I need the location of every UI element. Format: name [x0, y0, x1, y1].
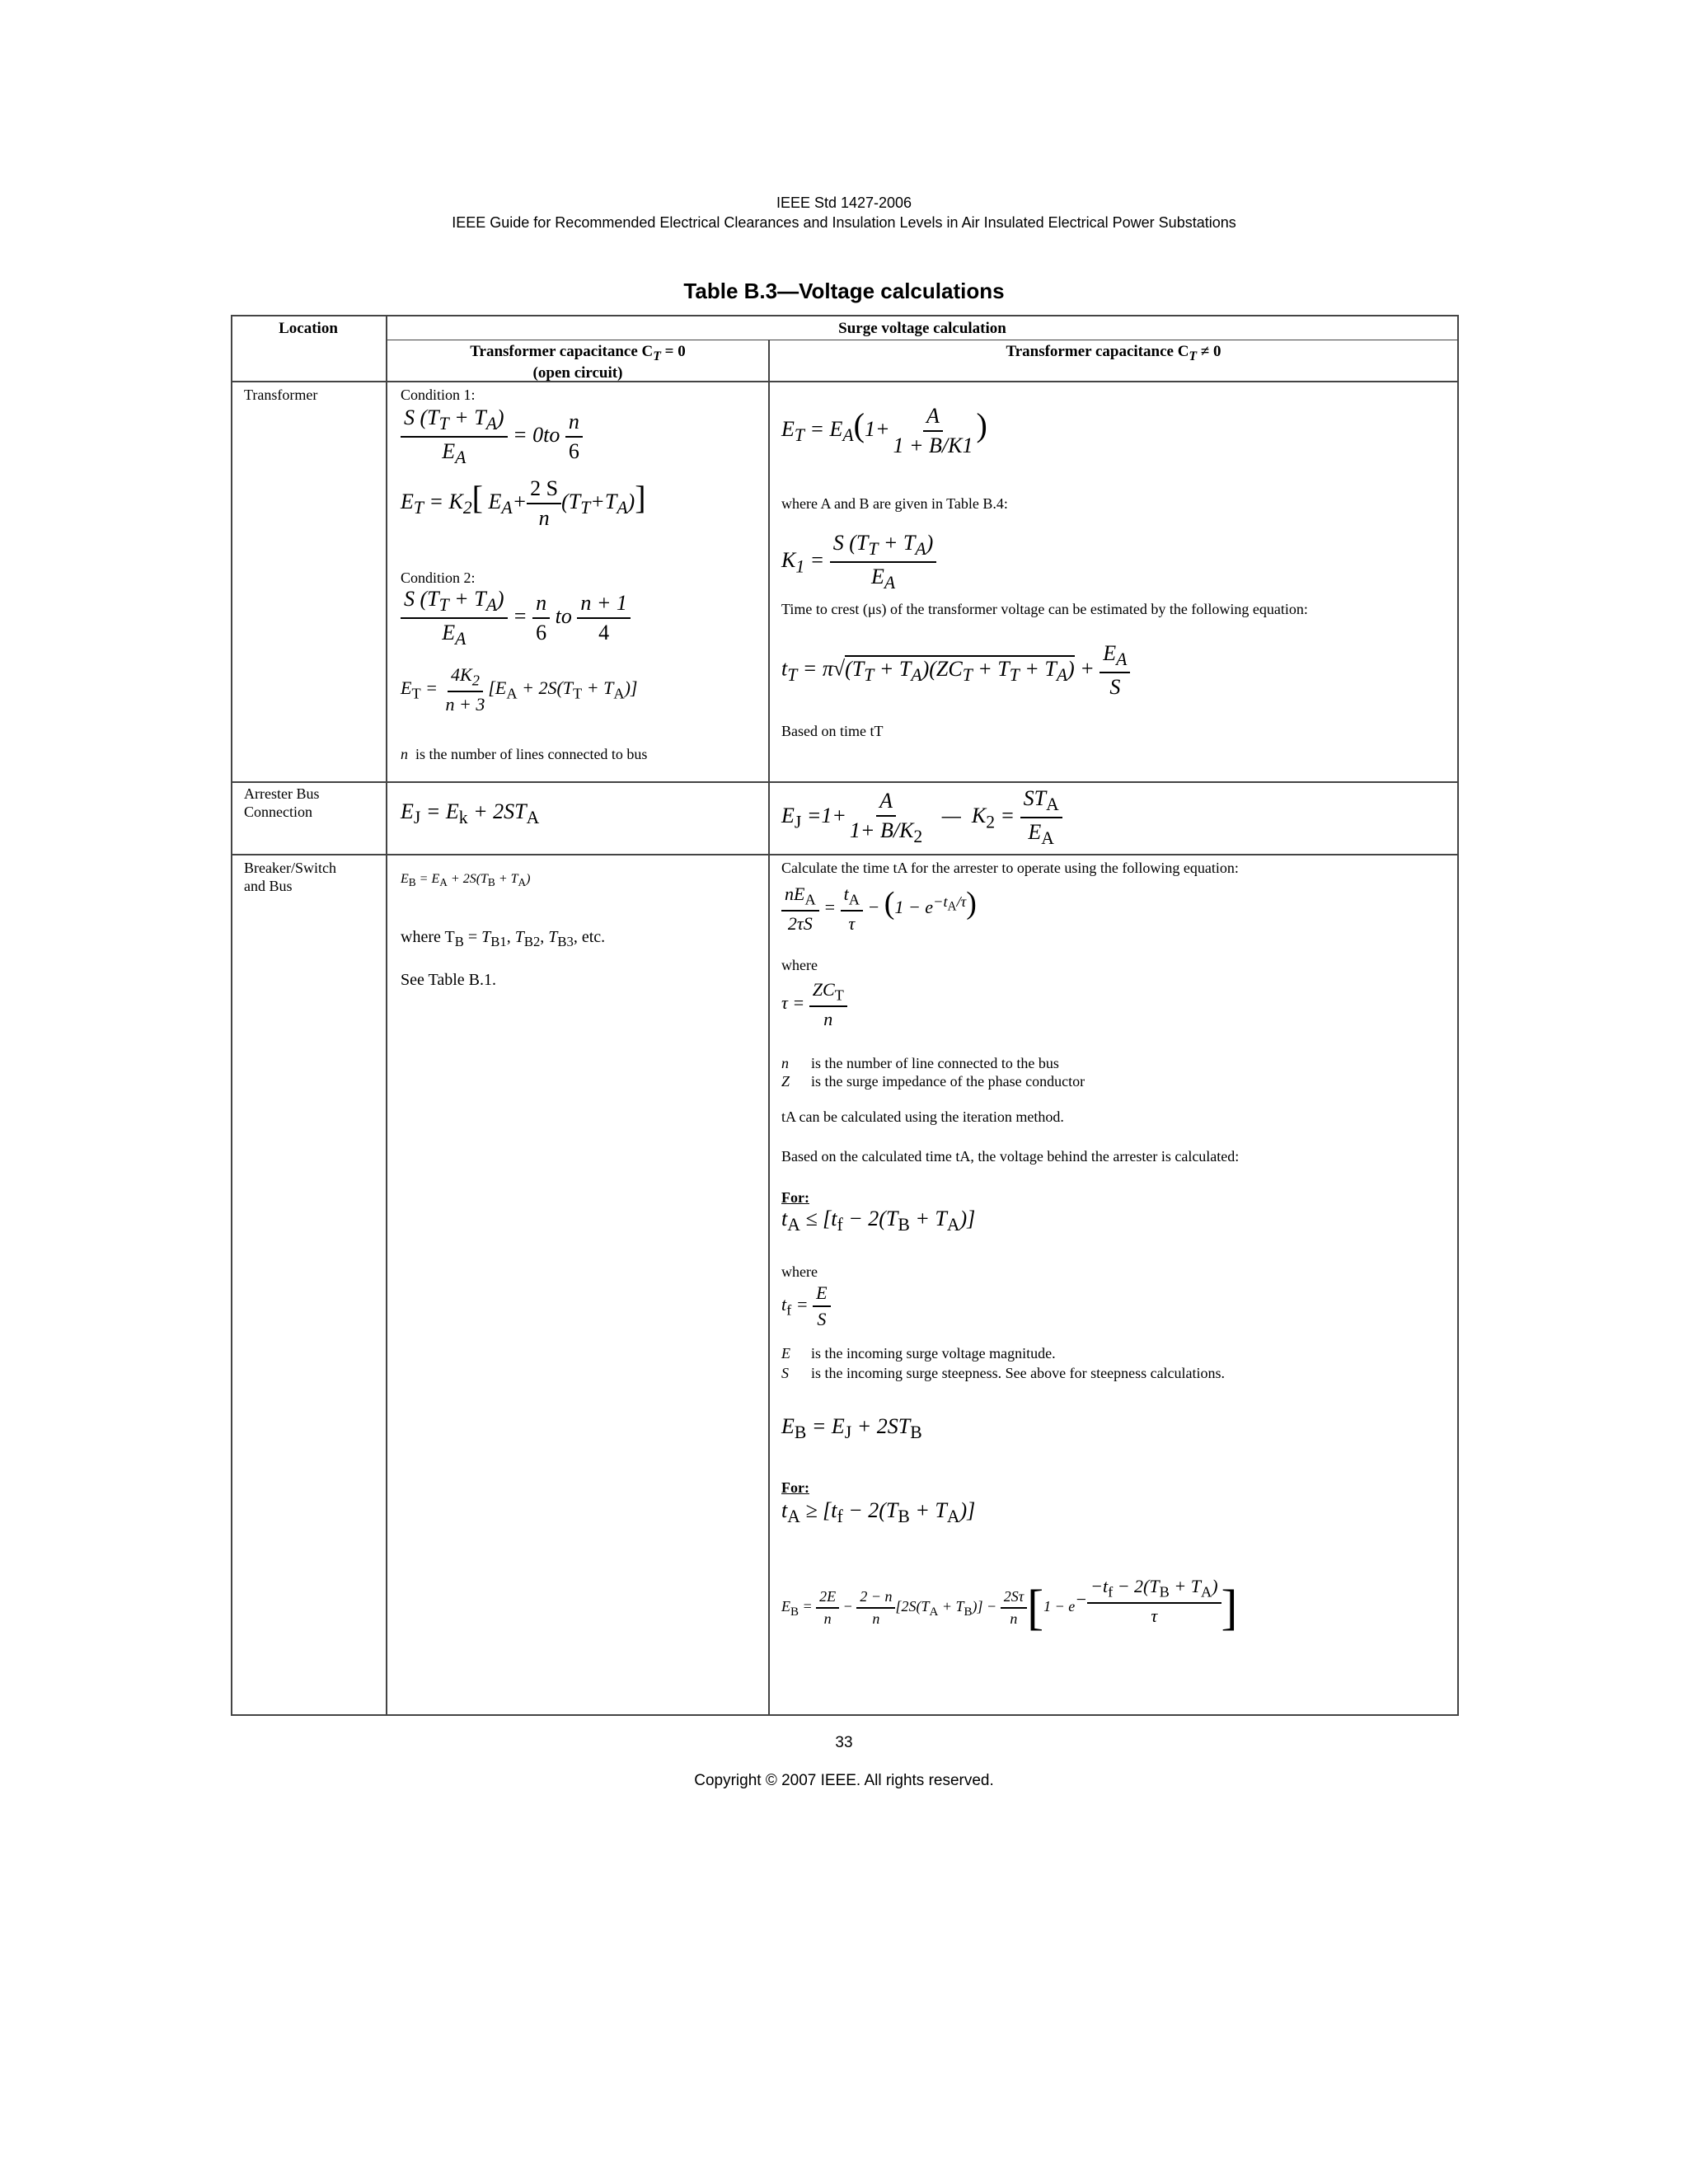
header-guide-title: IEEE Guide for Recommended Electrical Clearances and Insulation Levels in Air Insulated Electrical Power Substations [452, 214, 1236, 231]
arrester-operate-note: Calculate the time tA for the arrester to operate using the following equation: [781, 860, 1239, 876]
condition-1-equation: $\frac{S (T_T + T_A)}{E_A}$ = 0to $\frac{n}{6}$ [401, 405, 583, 468]
header-standard-number: IEEE Std 1427-2006 [776, 194, 912, 211]
time-to-crest-note: Time to crest (μs) of the transformer voltage can be estimated by the following equation: [781, 601, 1308, 617]
for-label-2: For: [781, 1479, 809, 1496]
n-definition: n is the number of line connected to the bus [781, 1055, 1059, 1071]
row-label-breaker: Breaker/Switch and Bus [244, 860, 336, 894]
column-header-location: Location [279, 320, 338, 337]
where-tb-note: where $T_B = T_{B1}$, $T_{B2}$, $T_{B3}$, etc. [401, 928, 606, 949]
voltage-behind-arrester-note: Based on the calculated time tA, the voltage behind the arrester is calculated: [781, 1148, 1240, 1165]
transformer-voltage-equation-2: $E_T$ = $\frac{4K_2}{n + 3}$ $[E_A + 2S(T_T + T_A)]$ [401, 664, 638, 715]
lines-count-note: n is the number of lines connected to bus [401, 746, 648, 762]
page-number: 33 [835, 1734, 853, 1751]
transformer-voltage-ct-equation: $E_T = E_A(1+$ $\frac{A}{1 + B/K1}$ ) [781, 404, 987, 457]
based-on-time-note: Based on time tT [781, 723, 884, 739]
breaker-voltage-ct-equation: $E_B = E_J + 2ST_B$ [781, 1414, 922, 1443]
condition-ta-ge-equation: $t_A \ge [t_f - 2(T_B + T_A)]$ [781, 1498, 976, 1527]
voltage-calculations-table [231, 315, 1459, 1716]
for-label-1: For: [781, 1189, 809, 1206]
column-header-ct-zero: Transformer capacitance $C_T = 0$ (open circuit) [470, 343, 686, 382]
breaker-voltage-equation: $E_B = E_A + 2S(T_B + T_A)$ [401, 872, 531, 889]
breaker-voltage-long-equation: $E_B$ = $\frac{2E}{n}$ − $\frac{2 - n}{n}$ $[2S(T_A + T_B)]$ − $\frac{2S\tau}{n}$ [$1 - e^{- \frac{-t_f - 2(T_B + T_A)}{\tau}}$ ] [781, 1576, 1238, 1635]
arrester-junction-ct-equation: $E_J =1+$ $\frac{A}{1+ B/K_2}$ — $K_2$ = $\frac{ST_A}{E_A}$ [781, 786, 1062, 849]
arrester-time-equation: $\frac{nE_A}{2\tau S}$ = $\frac{t_A}{\tau}$ − $(1 - e^{-t_A/\tau})$ [781, 883, 977, 935]
tf-equation: $t_f$ = $\frac{E}{S}$ [781, 1282, 831, 1330]
time-to-crest-equation: $t_T = \pi√(T_T + T_A)(ZC_T + T_T + T_A)$ + $\frac{E_A}{S}$ [781, 641, 1130, 700]
z-definition: Z is the surge impedance of the phase conductor [781, 1073, 1085, 1090]
e-definition: E is the incoming surge voltage magnitude. [781, 1345, 1056, 1361]
iteration-note: tA can be calculated using the iteration method. [781, 1108, 1064, 1125]
transformer-voltage-equation-1: $E_T = K_2$[ $E_A+$ $\frac{2 S}{n}$ $(T_T+T_A)$] [401, 476, 646, 530]
where-label-2: where [781, 1263, 818, 1280]
condition-1-label: Condition 1: [401, 387, 476, 403]
arrester-junction-equation: $E_J = E_k + 2ST_A$ [401, 799, 540, 828]
s-definition: S is the incoming surge steepness. See above for steepness calculations. [781, 1365, 1226, 1381]
tau-equation: τ = $\frac{ZC_T}{n}$ [781, 979, 847, 1030]
table-title: Table B.3—Voltage calculations [683, 279, 1005, 303]
see-table-b1-note: See Table B.1. [401, 971, 496, 989]
k1-equation: $K_1$ = $\frac{S (T_T + T_A)}{E_A}$ [781, 531, 936, 593]
row-label-arrester: Arrester Bus Connection [244, 785, 320, 820]
column-header-ct-nonzero: Transformer capacitance $C_T \ne 0$ [1006, 343, 1221, 363]
condition-2-equation: $\frac{S (T_T + T_A)}{E_A}$ = $\frac{n}{6}$ to $\frac{n + 1}{4}$ [401, 587, 631, 649]
column-header-surge: Surge voltage calculation [838, 320, 1006, 337]
row-label-transformer: Transformer [244, 387, 318, 403]
where-label-1: where [781, 957, 818, 973]
copyright: Copyright © 2007 IEEE. All rights reserved. [694, 1772, 994, 1789]
condition-ta-le-equation: $t_A \le [t_f - 2(T_B + T_A)]$ [781, 1207, 976, 1235]
where-a-b-note: where A and B are given in Table B.4: [781, 495, 1008, 512]
condition-2-label: Condition 2: [401, 569, 476, 586]
